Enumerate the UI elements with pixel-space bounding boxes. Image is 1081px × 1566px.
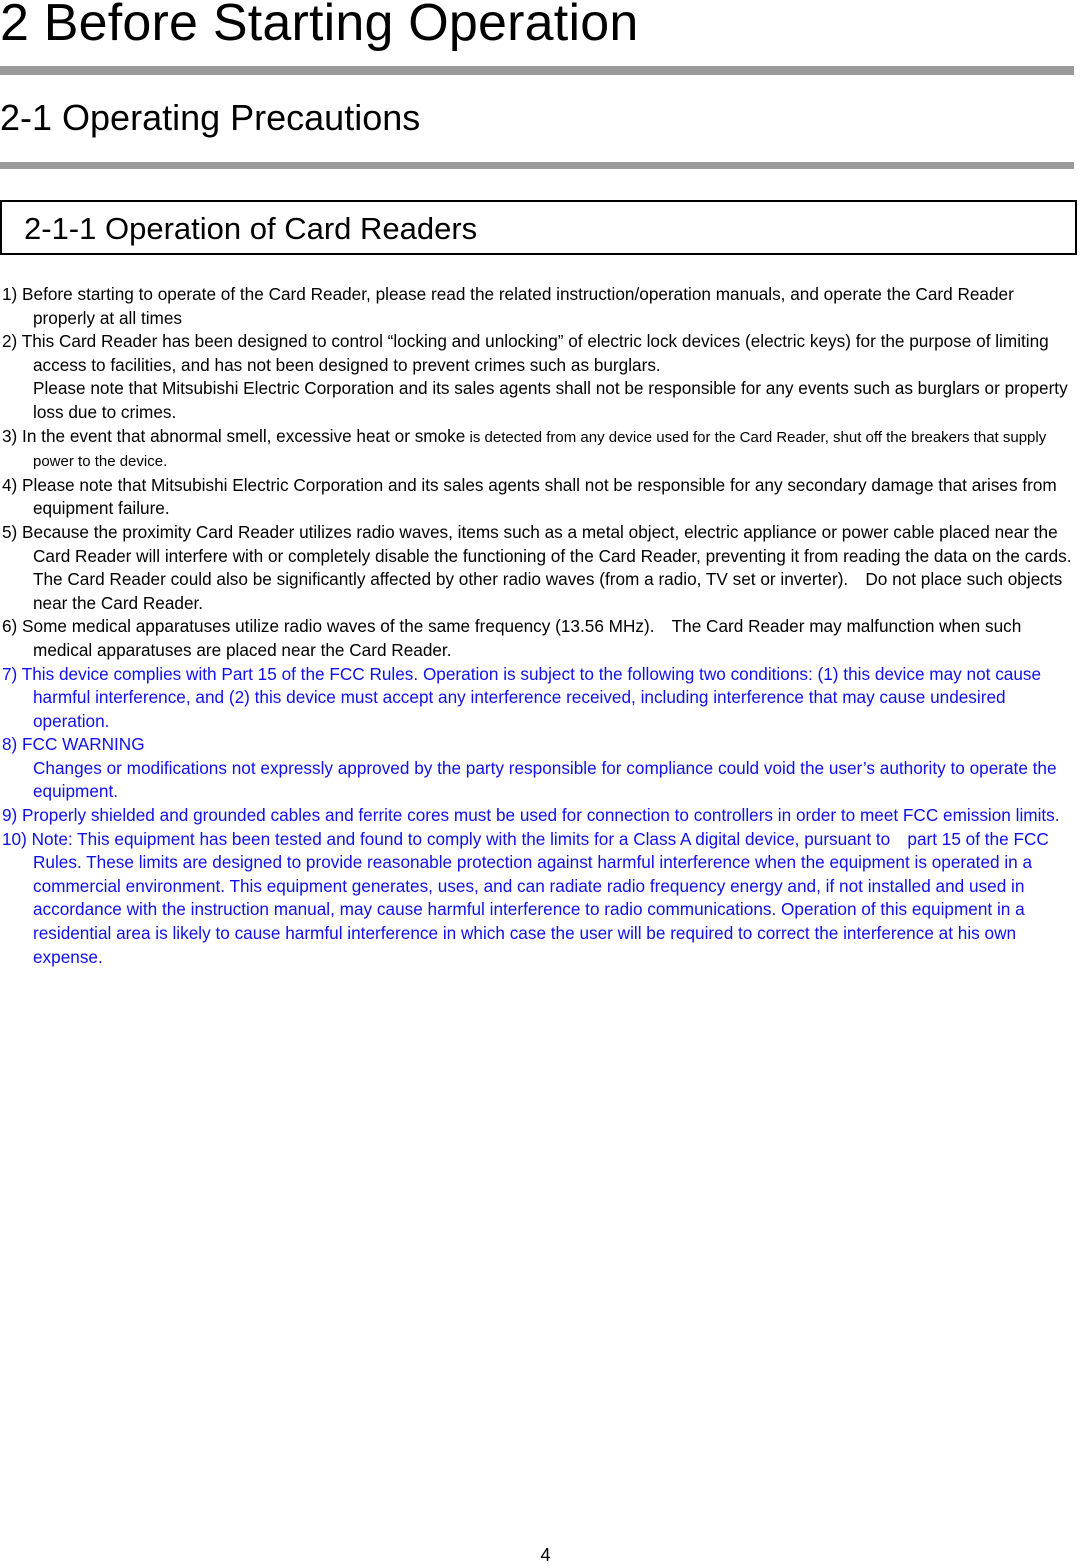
precaution-item-4	[2, 474, 1079, 521]
precaution-item-3	[2, 425, 1079, 474]
section-divider	[0, 162, 1074, 169]
precaution-item-5	[2, 521, 1079, 615]
precaution-item-text-small: is detected from any device used for the Card Reader, shut off the breakers that supply power to the device.	[33, 428, 1047, 471]
fcc-compliance-text: 7) This device complies with Part 15 of the FCC Rules. Operation is subject to the following two conditions: (1) this device may not cause harmful interference, and (2) this device must accept any interference received, including interference that may cause undesired operation.	[2, 663, 1042, 731]
precaution-item-text: 5) Because the proximity Card Reader utilizes radio waves, items such as a metal object, electric appliance or power cable placed near the Card Reader will interfere with or completely disable the functioning of the Card Reader, preventing it from reading the data on the cards. The Card Reader could also be significantly affected by other radio waves (from a radio, TV set or inverter). Do not place such objects near the Card Reader.	[2, 521, 1072, 613]
precaution-item-text: 4) Please note that Mitsubishi Electric Corporation and its sales agents shall not be responsible for any secondary damage that arises from equipment failure.	[2, 474, 1057, 519]
precaution-item-10	[2, 828, 1079, 970]
precaution-item-8	[2, 733, 1079, 804]
precaution-item-continuation: Please note that Mitsubishi Electric Corporation and its sales agents shall not be responsible for any events such as burglars or property loss due to crimes.	[33, 378, 1068, 422]
subsection-header-box	[0, 200, 1077, 255]
fcc-warning-text: Changes or modifications not expressly approved by the party responsible for compliance could void the user’s authority to operate the equipment.	[33, 757, 1057, 802]
fcc-class-a-note: 10) Note: This equipment has been tested and found to comply with the limits for a Class A digital device, pursuant to part 15 of the FCC Rules. These limits are designed to provide reasonable protection against harmful interference when the equipment is operated in a commercial environment. This equipment generates, uses, and can radiate radio frequency energy and, if not installed and used in accordance with the instruction manual, may cause harmful interference to radio communications. Operation of this equipment in a residential area is likely to cause harmful interference in which case the user will be required to correct the interference at his own expense.	[2, 828, 1049, 967]
precaution-item-text: 1) Before starting to operate of the Card Reader, please read the related instruction/operation manuals, and operate the Card Reader properly at all times	[2, 284, 1014, 328]
fcc-emission-text: 9) Properly shielded and grounded cables and ferrite cores must be used for connection to controllers in order to meet FCC emission limits.	[2, 805, 1060, 826]
precaution-item-2	[2, 330, 1079, 424]
page-number: 4	[540, 1545, 551, 1565]
precaution-item-6	[2, 615, 1079, 662]
section-title: 2-1 Operating Precautions	[0, 97, 421, 138]
subsection-title: 2-1-1 Operation of Card Readers	[24, 211, 478, 246]
chapter-divider	[0, 66, 1074, 75]
precaution-item-text: 2) This Card Reader has been designed to control “locking and unlocking” of electric lock devices (electric keys) for the purpose of limiting access to facilities, and has not been designed to prevent crimes such as burglars.	[2, 331, 1049, 375]
precaution-item-7	[2, 663, 1079, 734]
precaution-item-text: 3) In the event that abnormal smell, excessive heat or smoke	[2, 425, 466, 446]
chapter-title: 2 Before Starting Operation	[0, 0, 639, 52]
precaution-item-text: 6) Some medical apparatuses utilize radio waves of the same frequency (13.56 MHz). The Card Reader may malfunction when such medical apparatuses are placed near the Card Reader.	[2, 616, 1022, 660]
precautions-list	[2, 283, 1079, 969]
precaution-item-9	[2, 804, 1079, 828]
fcc-warning-heading: 8) FCC WARNING	[2, 734, 145, 755]
precaution-item-1	[2, 283, 1079, 330]
